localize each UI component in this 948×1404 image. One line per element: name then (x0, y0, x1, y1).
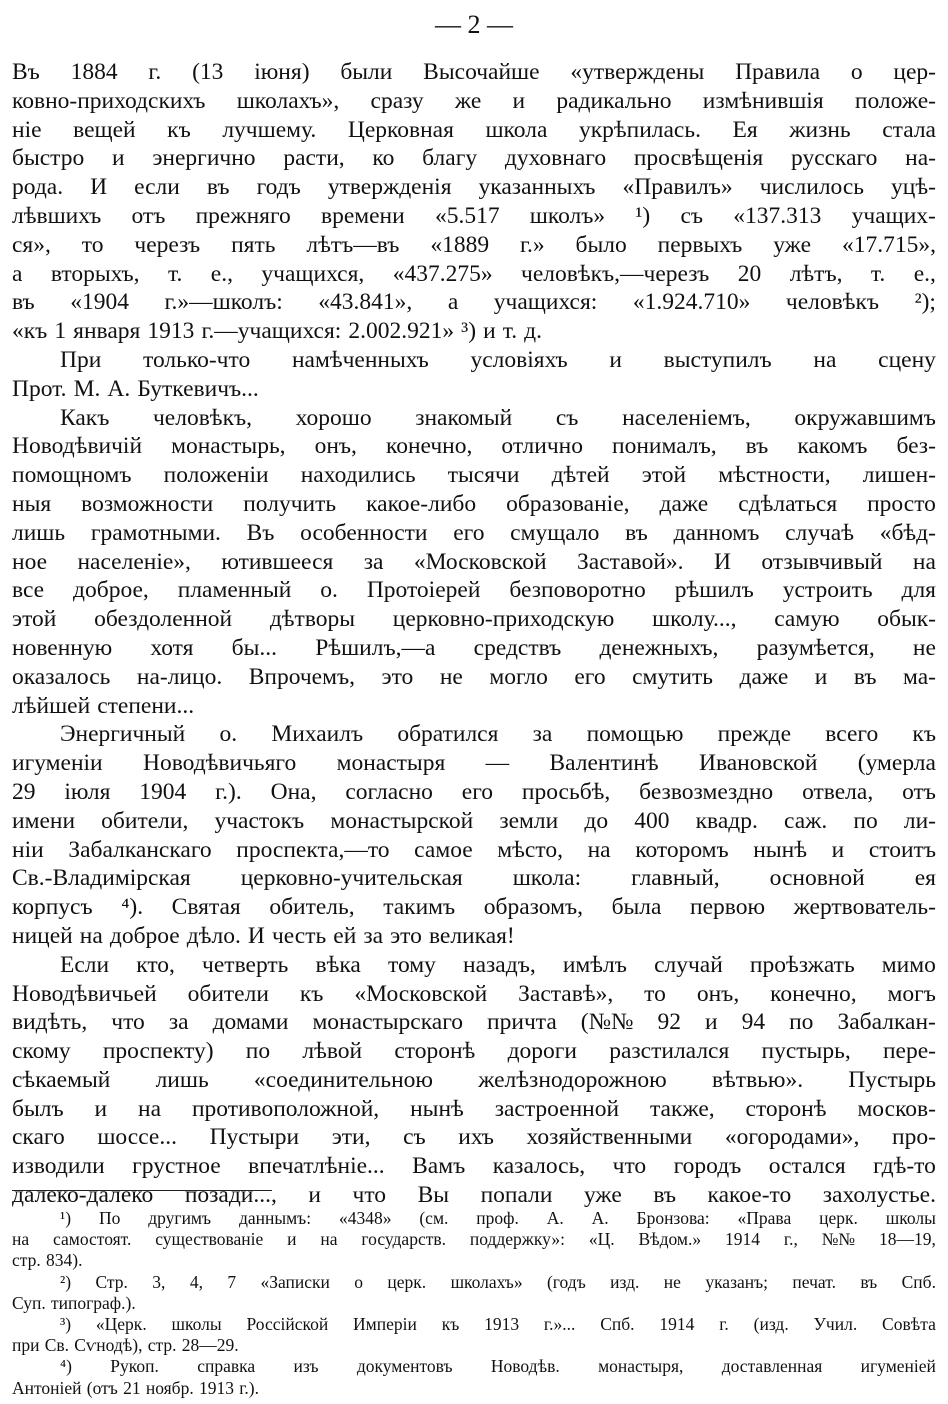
text-line: «къ 1 января 1913 г.—учащихся: 2.002.921» ³) и т. д. (12, 318, 542, 345)
text-line: корпусъ ⁴). Святая обитель, такимъ образомъ, была первою жертвователь- (12, 894, 936, 921)
footnote-line: Суп. типограф.). (12, 1292, 136, 1313)
footnotes (12, 1208, 936, 1399)
page-number: — 2 — (435, 10, 513, 39)
text-line: былъ и на противоположной, нынѣ застроенной также, сторонѣ москов- (12, 1095, 936, 1122)
text-line: далеко-далеко позади..., и что Вы попали уже въ какое-то захолустье. (12, 1182, 936, 1209)
text-line: новенную хотя бы... Рѣшилъ,—а средствъ денежныхъ, разумѣется, не (12, 634, 936, 661)
text-line: Прот. М. А. Буткевичъ... (12, 375, 259, 402)
text-line: нiи Забалканскаго проспекта,—то самое мѣсто, на которомъ нынѣ и стоитъ (12, 836, 936, 863)
footnote-separator (12, 1190, 272, 1191)
text-line: 29 iюля 1904 г.). Она, согласно его просьбѣ, безвозмездно отвела, отъ (12, 778, 936, 805)
text-line: видѣть, что за домами монастырскаго причта (№№ 92 и 94 по Забалкан- (12, 1009, 936, 1036)
text-line: нiе вещей къ лучшему. Церковная школа укрѣпилась. Ея жизнь стала (12, 116, 936, 143)
text-line: все доброе, пламенный о. Протоiерей безповоротно рѣшилъ устроить для (12, 577, 936, 604)
text-line: ся», то черезъ пять лѣтъ—въ «1889 г.» было первыхъ уже «17.715», (12, 231, 936, 258)
text-line: Св.-Владимiрская церковно-учительская школа: главный, основной ея (12, 865, 936, 892)
text-line: игуменiи Новодѣвичьяго монастыря — Валентинѣ Ивановской (умерла (12, 750, 936, 777)
text-line: ковно-приходскихъ школахъ», сразу же и радикально измѣнившiя положе- (12, 87, 936, 114)
text-line: скому проспекту) по лѣвой сторонѣ дороги разстилался пустырь, пере- (12, 1038, 936, 1065)
text-line: изводили грустное впечатлѣнiе... Вамъ казалось, что городъ остался гдѣ-то (12, 1153, 936, 1180)
footnote-line: Антонiей (отъ 21 ноябр. 1913 г.). (12, 1377, 259, 1398)
footnote-line: ¹) По другимъ даннымъ: «4348» (см. проф. А. А. Бронзова: «Права церк. школы (60, 1208, 936, 1228)
text-line: этой обездоленной дѣтворы церковно-приходскую школу..., самую обык- (12, 606, 936, 633)
text-line: рода. И если въ годъ утвержденiя указанныхъ «Правилъ» числилось уцѣ- (12, 174, 936, 201)
footnote-line: ²) Стр. 3, 4, 7 «Записки о церк. школахъ» (годъ изд. не указанъ; печат. въ Спб. (60, 1271, 936, 1292)
text-line: помощномъ положенiи находились тысячи дѣтей этой мѣстности, лишен- (12, 462, 936, 489)
text-line: При только-что намѣченныхъ условiяхъ и выступилъ на сцену (60, 346, 936, 373)
footnote-line: ³) «Церк. школы Россiйской Имперiи къ 1913 г.»... Спб. 1914 г. (изд. Учил. Совѣта (60, 1313, 936, 1334)
text-line: скаго шоссе... Пустыри эти, съ ихъ хозяйственными «огородами», про- (12, 1124, 936, 1151)
text-line: ное населенiе», ютившееся за «Московской Заставой». И отзывчивый на (12, 548, 936, 575)
footnote-line: на самостоят. существованiе и на государств. поддержку»: «Ц. Вѣдом.» 1914 г., №№ 18—19, (12, 1229, 936, 1250)
footnote-line: стр. 834). (12, 1250, 83, 1271)
text-line: Если кто, четверть вѣка тому назадъ, имѣлъ случай проѣзжать мимо (60, 951, 936, 978)
text-line: Въ 1884 г. (13 iюня) были Высочайше «утверждены Правила о цер- (12, 59, 936, 85)
text-line: имени обители, участокъ монастырской земли до 400 квадр. саж. по ли- (12, 807, 936, 834)
text-line: Какъ человѣкъ, хорошо знакомый съ населенiемъ, окружавшимъ (60, 404, 936, 431)
text-line: Энергичный о. Михаилъ обратился за помощью прежде всего къ (60, 721, 936, 748)
text-line: Новодѣвичьей обители къ «Московской Заставѣ», то онъ, конечно, могъ (12, 980, 936, 1007)
text-line: а вторыхъ, т. е., учащихся, «437.275» человѣкъ,—черезъ 20 лѣтъ, т. е., (12, 260, 936, 287)
text-line: быстро и энергично расти, ко благу духовнаго просвѣщенiя русскаго на- (12, 145, 936, 172)
footnote-line: ⁴) Рукоп. справка изъ документовъ Новодѣв. монастыря, доставленная игуменiей (60, 1356, 936, 1377)
footnote-line: при Св. Сѵнодѣ), стр. 28—29. (12, 1335, 239, 1356)
text-line: сѣкаемый лишь «соединительною желѣзнодорожною вѣтвью». Пустырь (12, 1066, 936, 1093)
text-line: Новодѣвичiй монастырь, онъ, конечно, отлично понималъ, въ какомъ без- (12, 433, 936, 460)
text-line: въ «1904 г.»—школъ: «43.841», а учащихся: «1.924.710» человѣкъ ²); (12, 289, 936, 316)
text-line: оказалось на-лицо. Впрочемъ, это не могло его смутить даже и въ ма- (12, 663, 936, 690)
text-line: лѣвшихъ отъ прежняго времени «5.517 школъ» ¹) съ «137.313 учащих- (12, 202, 936, 229)
text-line: лѣйшей степени... (12, 692, 195, 719)
text-line: ныя возможности получить какое-либо образованiе, даже сдѣлаться просто (12, 490, 936, 517)
body-text (12, 58, 936, 1210)
text-line: лишь грамотными. Въ особенности его смущало въ данномъ случаѣ «бѣд- (12, 519, 936, 546)
text-line: ницей на доброе дѣло. И честь ей за это великая! (12, 922, 515, 949)
